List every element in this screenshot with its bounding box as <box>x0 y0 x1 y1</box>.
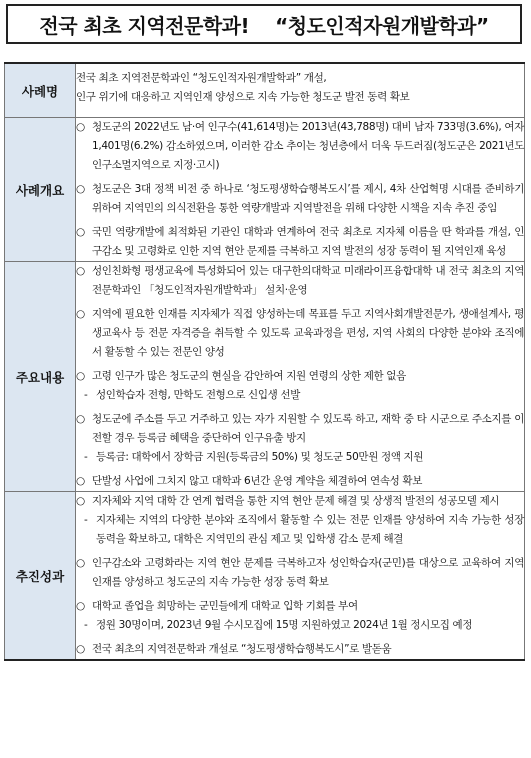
circle-bullet-icon: ○ <box>76 557 85 569</box>
results-item-text: 인구감소와 고령화라는 지역 현안 문제를 극복하고자 성인학습자(군민)를 대상으로 교육하여 지역인재를 양성하고 청도군의 지속 가능한 성장 동력 확보 <box>92 557 524 588</box>
circle-bullet-icon: ○ <box>76 600 85 612</box>
dash-bullet: - <box>84 389 88 401</box>
results-item-text: 대학교 졸업을 희망하는 군민들에게 대학교 입학 기회를 부여 <box>92 600 358 612</box>
results-item-text: 전국 최초의 지역전문학과 개설로 “청도평생학습행복도시”로 발돋움 <box>92 643 392 655</box>
content-item-text: 청도군에 주소를 두고 거주하고 있는 자가 지원할 수 있도록 하고, 재학 중 타 시군으로 주소지를 이전할 경우 등록금 혜택을 중단하여 인구유출 방지 <box>92 413 524 444</box>
content-item <box>76 472 524 491</box>
overview-item <box>76 180 524 218</box>
content-item-text: 단발성 사업에 그치지 않고 대학과 6년간 운영 계약을 체결하여 연속성 확보 <box>92 475 422 487</box>
overview-item <box>76 223 524 261</box>
results-item <box>76 597 524 616</box>
header-overview: 사례개요 <box>5 118 76 262</box>
circle-bullet-icon: ○ <box>76 308 85 320</box>
content-sub-item <box>76 386 524 405</box>
circle-bullet-icon: ○ <box>76 413 85 425</box>
row-case-name <box>5 63 525 118</box>
circle-bullet-icon: ○ <box>76 370 85 382</box>
overview-item <box>76 118 524 175</box>
content-sub-item-text: 성인학습자 전형, 만학도 전형으로 신입생 선발 <box>96 389 300 401</box>
circle-bullet-icon: ○ <box>76 475 85 487</box>
circle-bullet-icon: ○ <box>76 183 85 195</box>
results-sub-item <box>76 511 524 549</box>
circle-bullet-icon: ○ <box>76 643 85 655</box>
results-sub-item <box>76 616 524 635</box>
overview-item-text: 국민 역량개발에 최적화된 기관인 대학과 연계하여 전국 최초로 지자체 이름을 딴 학과를 개설, 인구감소 및 고령화로 인한 지역 현안 문제를 극복하고 지역 발전의 성장 동력이 될 지역인재 육성 <box>92 226 524 257</box>
header-results: 추진성과 <box>5 492 76 661</box>
results-item <box>76 492 524 511</box>
circle-bullet-icon: ○ <box>76 265 85 277</box>
content-item <box>76 305 524 362</box>
overview-item-text: 청도군은 3대 정책 비전 중 하나로 ‘청도평생학습행복도시’를 제시, 4차 산업혁명 시대를 준비하기 위하여 지역민의 의식전환을 통한 역량개발과 지역발전을 위해 다양한 시책을 지속 추진 중임 <box>92 183 524 214</box>
row-main-content <box>5 262 525 492</box>
case-name-body <box>76 63 525 118</box>
overview-item-text: 청도군의 2022년도 남·여 인구수(41,614명)는 2013년(43,788명) 대비 남자 733명(3.6%), 여자 1,401명(6.2%) 감소하였으며, 이러한 감소 추이는 청년층에서 더욱 두드러짐(청도군은 2021년도 인구소멸지역으로 지정·고시) <box>92 121 524 171</box>
results-body <box>76 492 525 661</box>
results-item-text: 지자체와 지역 대학 간 연계 협력을 통한 지역 현안 문제 해결 및 상생적 발전의 성공모델 제시 <box>92 495 500 507</box>
circle-bullet-icon: ○ <box>76 121 85 133</box>
case-name-line-2: 인구 위기에 대응하고 지역인재 양성으로 지속 가능한 청도군 발전 동력 확보 <box>76 91 410 103</box>
results-item <box>76 640 524 659</box>
circle-bullet-icon: ○ <box>76 226 85 238</box>
dash-bullet: - <box>84 514 88 526</box>
page-title <box>6 4 522 44</box>
content-item <box>76 367 524 386</box>
circle-bullet-icon: ○ <box>76 495 85 507</box>
row-results <box>5 492 525 661</box>
case-table <box>4 62 525 661</box>
title-part-1: 전국 최초 지역전문학과! <box>39 13 250 38</box>
header-case-name: 사례명 <box>5 63 76 118</box>
content-item <box>76 262 524 300</box>
content-sub-item <box>76 448 524 467</box>
content-item-text: 성인친화형 평생교육에 특성화되어 있는 대구한의대학교 미래라이프융합대학 내 전국 최초의 지역전문학과인 「청도인적자원개발학과」 설치·운영 <box>92 265 524 296</box>
content-item-text: 고령 인구가 많은 청도군의 현실을 감안하여 지원 연령의 상한 제한 없음 <box>92 370 406 382</box>
case-name-line-1: 전국 최초 지역전문학과인 “청도인적자원개발학과” 개설, <box>76 72 327 84</box>
dash-bullet: - <box>84 451 88 463</box>
results-sub-item-text: 지자체는 지역의 다양한 분야와 조직에서 활동할 수 있는 전문 인재를 양성하여 지속 가능한 성장 동력을 확보하고, 대학은 지역민의 관심 제고 및 입학생 감소 문제 해결 <box>96 514 524 545</box>
results-item <box>76 554 524 592</box>
overview-body <box>76 118 525 262</box>
row-overview <box>5 118 525 262</box>
results-sub-item-text: 정원 30명이며, 2023년 9월 수시모집에 15명 지원하였고 2024년 1월 정시모집 예정 <box>96 619 473 631</box>
content-item-text: 지역에 필요한 인재를 지자체가 직접 양성하는데 목표를 두고 지역사회개발전문가, 생애설계사, 평생교육사 등 전문 자격증을 취득할 수 있도록 교육과정을 편성, 지역 사회의 다양한 분야와 조직에서 활동할 수 있는 전문인 양성 <box>92 308 524 358</box>
header-main-content: 주요내용 <box>5 262 76 492</box>
main-content-body <box>76 262 525 492</box>
content-sub-item-text: 등록금: 대학에서 장학금 지원(등록금의 50%) 및 청도군 50만원 정액 지원 <box>96 451 424 463</box>
content-item <box>76 410 524 448</box>
dash-bullet: - <box>84 619 88 631</box>
title-part-2: “청도인적자원개발학과” <box>275 13 489 38</box>
